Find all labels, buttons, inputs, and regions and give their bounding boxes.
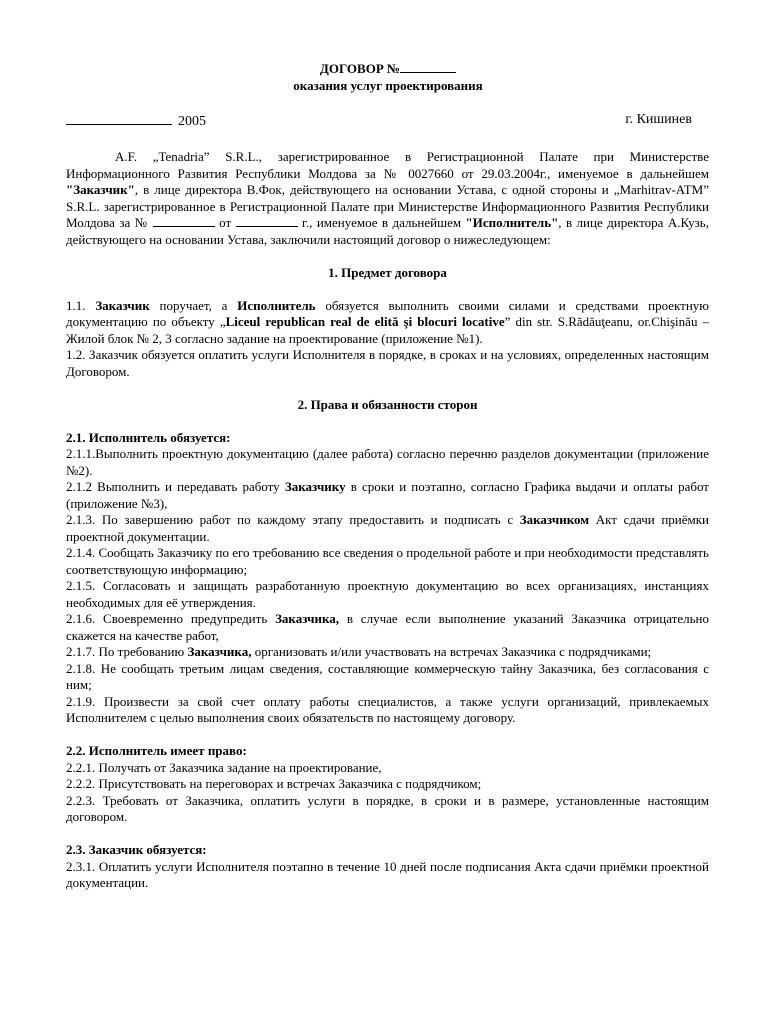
clause-2-2-2: 2.2.2. Присутствовать на переговорах и встречах Заказчика с подрядчиком;: [66, 776, 482, 791]
clause-2-2-3: 2.2.3. Требовать от Заказчика, оплатить услуги в порядке, в сроки и в размере, установленные настоящим договором.: [66, 792, 709, 824]
clause-2-1-6-text-b: в случае если выполнение указаний Заказчика отрицательно скажется на качестве работ,: [66, 611, 709, 643]
clause-1-1-num: 1.1.: [66, 297, 96, 313]
registration-number-blank: [153, 215, 215, 227]
clause-2-1-2-text-b: в сроки и поэтапно, согласно Графика выдачи и оплаты работ (приложение №3),: [66, 479, 709, 511]
clause-2-2-1: 2.2.1. Получать от Заказчика задание на проектирование,: [66, 759, 382, 775]
subsection-2-1-heading: [66, 430, 709, 447]
subsection-2-2-title: 2.2. Исполнитель имеет право:: [66, 743, 247, 758]
clause-1-2: 1.2. Заказчик обязуется оплатить услуги Исполнителя в порядке, в сроках и на условиях, определенных настоящим Договором.: [66, 347, 709, 379]
clause-2-1-9: 2.1.9. Произвести за свой счет оплату работы специалистов, а также услуги организаций, привлекаемых Исполнителем с целью выполнения своих обязательств по настоящему договору.: [66, 693, 709, 725]
intro-paragraph: [66, 149, 709, 248]
clause-2-1-6: [66, 611, 709, 644]
contract-title: [0, 60, 768, 77]
clause-1-1-object: Liceul republican real de elită şi blocuri locative: [225, 314, 505, 329]
city: г. Кишинев: [625, 112, 692, 127]
spacer: [66, 826, 709, 843]
intro-text-4: г., именуемое в дальнейшем: [297, 215, 466, 230]
registration-date-blank: [236, 215, 298, 227]
clause-2-1-3-text-a: 2.1.3. По завершению работ по каждому этапу предоставить и подписать с: [66, 512, 520, 527]
clause-2-1-6-text-a: 2.1.6. Своевременно предупредить: [66, 611, 276, 626]
section-2-heading: 2. Права и обязанности сторон: [297, 396, 478, 412]
clause-2-1-2: [66, 479, 709, 512]
clause-2-1-6-customer: Заказчика,: [275, 611, 340, 626]
spacer: [66, 380, 709, 397]
clause-2-1-3-text-b: Акт сдачи приёмки проектной документации.: [66, 512, 709, 544]
date-blank: [66, 111, 172, 125]
document-title: [0, 60, 768, 94]
clause-2-1-4: 2.1.4. Сообщать Заказчику по его требованию все сведения о продельной работе и при необходимости представлять соответствующую информацию;: [66, 545, 709, 577]
contract-number-blank: [400, 60, 456, 73]
clause-2-1-2-text-a: 2.1.2 Выполнить и передавать работу: [66, 479, 285, 494]
clause-2-3-1: 2.3.1. Оплатить услуги Исполнителя поэтапно в течение 10 дней после подписания Акта сдачи приёмки проектной документации.: [66, 858, 709, 890]
spacer: [66, 281, 709, 298]
customer-term: "Заказчик": [66, 182, 135, 197]
clause-1-1-contractor: Исполнитель: [237, 297, 316, 313]
clause-2-1-7-customer: Заказчика,: [187, 644, 252, 659]
intro-text-5: , в лице директора А.Кузь, действующего на основании Устава, заключили настоящий договор о нижеследующем:: [66, 215, 709, 247]
contract-title-text: ДОГОВОР №: [319, 61, 401, 76]
section-1-heading: 1. Предмет договора: [328, 264, 447, 280]
spacer: [66, 727, 709, 744]
clause-1-1: [66, 298, 709, 348]
clause-1-1-text-c: ” din str. S.Rădăuţeanu, or.Chişinău – Жилой блок № 2, 3 согласно задание на проектирование (приложение №1).: [66, 314, 709, 346]
spacer: [66, 248, 709, 265]
intro-text-2: , в лице директора В.Фок, действующего на основании Устава, с одной стороны и „Marhitrav-ATM” S.R.L. зарегистрированное в Регистрационной Палате при Министерстве Информационного Развития Республики Молдова за №: [66, 182, 709, 230]
intro-text-1: A.F. „Tenadria” S.R.L., зарегистрированное в Регистрационной Палате при Министерстве Информационного Развития Республики Молдова за № 0027660 от 29.03.2004г., именуемое в дальнейшем: [66, 149, 709, 181]
clause-2-1-7: [66, 644, 709, 661]
clause-1-1-text-b: обязуется выполнить своими силами и средствами проектную документацию по объекту „: [66, 297, 709, 329]
clause-2-1-1: 2.1.1.Выполнить проектную документацию (далее работа) согласно перечню разделов документации (приложение №2).: [66, 446, 709, 478]
clause-2-1-3-customer: Заказчиком: [519, 512, 590, 527]
clause-2-1-7-text-b: организовать и/или участвовать на встречах Заказчика с подрядчиками;: [251, 644, 652, 659]
contract-subtitle: оказания услуг проектирования: [293, 78, 483, 93]
clause-1-1-text-a: поручает, а: [149, 297, 238, 313]
clause-2-1-7-text-a: 2.1.7. По требованию: [66, 644, 188, 659]
spacer: [66, 413, 709, 430]
clause-2-1-8: 2.1.8. Не сообщать третьим лицам сведения, составляющие коммерческую тайну Заказчика, без согласования с ним;: [66, 660, 709, 692]
clause-2-1-3: [66, 512, 709, 545]
clause-1-1-customer: Заказчик: [95, 297, 150, 313]
subsection-2-1-title: 2.1. Исполнитель обязуется:: [66, 429, 231, 445]
clause-2-1-2-customer: Заказчику: [284, 479, 346, 494]
intro-text-3: от: [214, 215, 236, 230]
date-place-row: [66, 111, 716, 131]
clause-2-1-5: 2.1.5. Согласовать и защищать разработанную проектную документацию во всех организациях, инстанциях необходимых для её утверждения.: [66, 578, 709, 610]
subsection-2-3-heading: [66, 842, 709, 859]
date-year: 2005: [178, 114, 206, 129]
subsection-2-2-heading: [66, 743, 709, 760]
contractor-term: "Исполнитель": [465, 215, 559, 230]
subsection-2-3-title: 2.3. Заказчик обязуется:: [66, 842, 207, 857]
document-body: [66, 149, 709, 892]
